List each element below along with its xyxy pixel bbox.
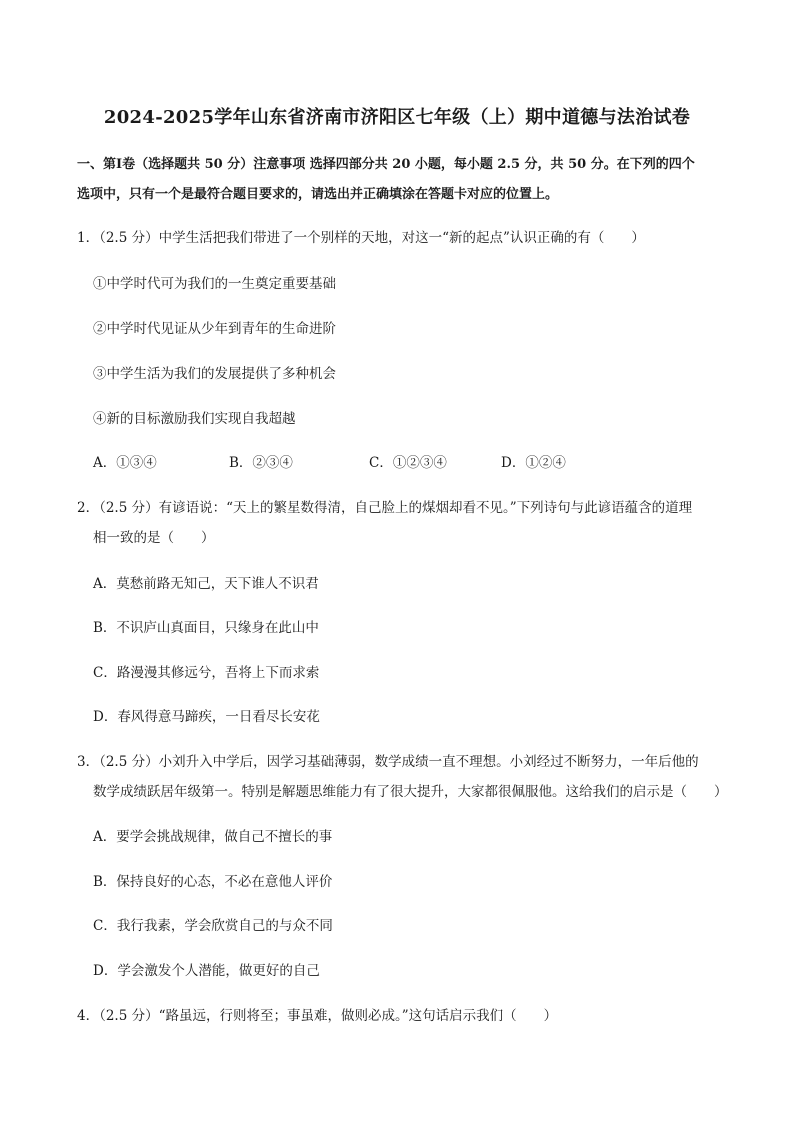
question-3-option-b: B．保持良好的心态，不必在意他人评价 xyxy=(93,874,333,890)
question-1-statement-4: ④新的目标激励我们实现自我超越 xyxy=(93,411,296,427)
question-2-option-a: A．莫愁前路无知己，天下谁人不识君 xyxy=(93,576,319,592)
question-3-option-c: C．我行我素，学会欣赏自己的与众不同 xyxy=(93,918,333,934)
question-1-option-b: B．②③④ xyxy=(229,455,293,471)
question-2-option-b: B．不识庐山真面目，只缘身在此山中 xyxy=(93,620,319,636)
question-1-option-d: D．①②④ xyxy=(501,455,566,471)
section-instructions-line-1: 一、第Ⅰ卷（选择题共 50 分）注意事项 选择四部分共 20 小题，每小题 2.5 分，共 50 分。在下列的四个 xyxy=(77,157,695,172)
page-title: 2024-2025学年山东省济南市济阳区七年级（上）期中道德与法治试卷 xyxy=(103,107,691,128)
question-2-option-d: D．春风得意马蹄疾，一日看尽长安花 xyxy=(93,709,320,725)
question-4-stem: 4．（2.5 分）“路虽远，行则将至；事虽难，做则必成。”这句话启示我们（ ） xyxy=(77,1008,558,1024)
question-1-statement-2: ②中学时代见证从少年到青年的生命进阶 xyxy=(93,321,336,337)
question-3-option-d: D．学会激发个人潜能，做更好的自己 xyxy=(93,963,320,979)
question-2-stem: 2．（2.5 分）有谚语说：“天上的繁星数得清，自己脸上的煤烟却看不见。”下列诗句与此谚语蕴含的道理 xyxy=(77,500,693,516)
question-2-option-c: C．路漫漫其修远兮，吾将上下而求索 xyxy=(93,665,320,681)
section-instructions xyxy=(77,150,722,210)
question-3-stem-cont: 数学成绩跃居年级第一。特别是解题思维能力有了很大提升，大家都很佩服他。这给我们的启示是（ ） xyxy=(93,784,728,800)
question-1-option-c: C．①②③④ xyxy=(369,455,447,471)
question-3-stem: 3．（2.5 分）小刘升入中学后，因学习基础薄弱，数学成绩一直不理想。小刘经过不断努力，一年后他的 xyxy=(77,754,699,770)
question-2-stem-cont: 相一致的是（ ） xyxy=(93,530,215,546)
question-1-statement-3: ③中学生活为我们的发展提供了多种机会 xyxy=(93,366,336,382)
question-1-statement-1: ①中学时代可为我们的一生奠定重要基础 xyxy=(93,276,336,292)
question-1-option-a: A．①③④ xyxy=(93,455,157,471)
question-1-stem: 1．（2.5 分）中学生活把我们带进了一个别样的天地，对这一“新的起点”认识正确的有（ ） xyxy=(77,230,645,246)
section-instructions-line-2: 选项中，只有一个是最符合题目要求的，请选出并正确填涂在答题卡对应的位置上。 xyxy=(77,187,559,202)
question-3-option-a: A．要学会挑战规律，做自己不擅长的事 xyxy=(93,829,333,845)
